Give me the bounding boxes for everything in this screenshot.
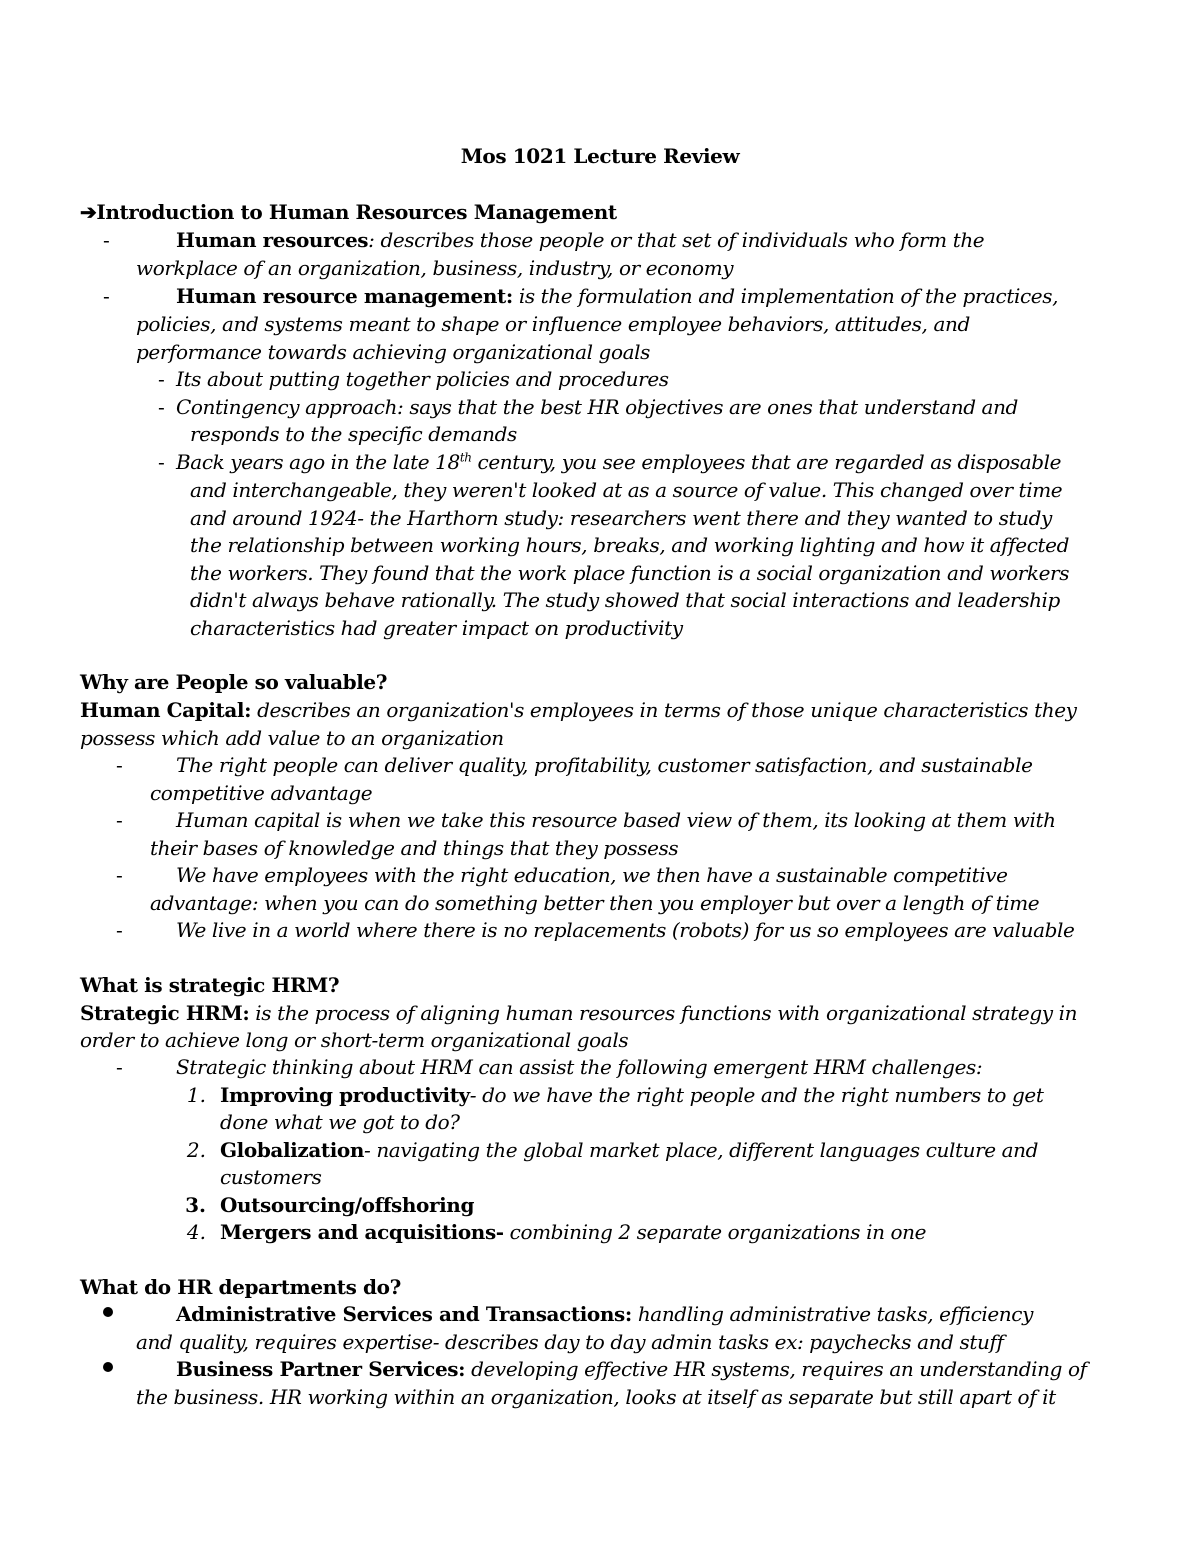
list-item-cont: advantage: when you can do something better then you employer but over a length of time — [150, 891, 1040, 915]
dash-marker: - — [116, 863, 123, 887]
sub-item: Back years ago in the late 18th century, you see employees that are regarded as disposable — [176, 450, 1062, 474]
dash-marker: - — [158, 395, 165, 419]
bullet-item-cont: the business. HR working within an organization, looks at itself as separate but still apart of it — [136, 1385, 1056, 1409]
list-item: Strategic thinking about HRM can assist the following emergent HRM challenges: — [176, 1055, 983, 1079]
list-item-cont: their bases of knowledge and things that they possess — [150, 836, 679, 860]
list-item: We live in a world where there is no replacements (robots) for us so employees are valuable — [176, 918, 1075, 942]
dash-marker: - — [116, 918, 123, 942]
list-number: 4. — [186, 1220, 206, 1244]
section-heading-departments: What do HR departments do? — [80, 1275, 401, 1299]
section-heading-strategic: What is strategic HRM? — [80, 973, 340, 997]
section-heading-value: Why are People so valuable? — [80, 670, 388, 694]
sub-item-cont: and around 1924- the Harthorn study: researchers went there and they wanted to study — [190, 506, 1052, 530]
sub-item: Its about putting together policies and procedures — [176, 367, 669, 391]
sub-item-cont: the workers. They found that the work place function is a social organization and workers — [190, 561, 1070, 585]
hr-definition-cont: workplace of an organization, business, industry, or economy — [136, 256, 734, 280]
numbered-item: Mergers and acquisitions- combining 2 separate organizations in one — [220, 1220, 927, 1244]
strategic-hrm-definition-cont: order to achieve long or short-term organizational goals — [80, 1028, 629, 1052]
list-item: We have employees with the right education, we then have a sustainable competitive — [176, 863, 1008, 887]
dash-marker: - — [103, 228, 110, 252]
dash-marker: - — [116, 808, 123, 832]
bullet-icon — [103, 1362, 113, 1372]
dash-marker: - — [158, 367, 165, 391]
numbered-item: Globalization- navigating the global market place, different languages culture and — [220, 1138, 1039, 1162]
numbered-item-cont: done what we got to do? — [220, 1110, 460, 1134]
list-number: 3. — [185, 1193, 206, 1217]
dash-marker: - — [116, 753, 123, 777]
list-item-cont: competitive advantage — [150, 781, 373, 805]
bullet-item: Business Partner Services: developing effective HR systems, requires an understanding of — [176, 1357, 1087, 1381]
numbered-item-cont: customers — [220, 1165, 322, 1189]
strategic-hrm-definition: Strategic HRM: is the process of aligning human resources functions with organizational strategy in — [80, 1001, 1078, 1025]
hrm-definition-line: Human resource management: is the formulation and implementation of the practices, — [176, 284, 1059, 308]
bullet-icon — [103, 1307, 113, 1317]
list-item: Human capital is when we take this resource based view of them, its looking at them with — [176, 808, 1056, 832]
dash-marker: - — [116, 1055, 123, 1079]
arrow-icon: ➔ — [80, 200, 97, 224]
numbered-item: Improving productivity- do we have the right people and the right numbers to get — [220, 1083, 1044, 1107]
numbered-item: Outsourcing/offshoring — [220, 1193, 475, 1217]
human-capital-definition-cont: possess which add value to an organization — [80, 726, 504, 750]
page-title: Mos 1021 Lecture Review — [460, 144, 740, 168]
hrm-definition-cont: policies, and systems meant to shape or influence employee behaviors, attitudes, and — [136, 312, 970, 336]
list-item: The right people can deliver quality, profitability, customer satisfaction, and sustainable — [176, 753, 1033, 777]
human-capital-definition: Human Capital: describes an organization's employees in terms of those unique characteristics they — [80, 698, 1077, 722]
sub-item-cont: characteristics had greater impact on productivity — [190, 616, 683, 640]
hrm-definition-cont: performance towards achieving organizational goals — [136, 340, 650, 364]
dash-marker: - — [103, 284, 110, 308]
dash-marker: - — [158, 450, 165, 474]
list-number: 2. — [186, 1138, 206, 1162]
sub-item-cont: the relationship between working hours, breaks, and working lighting and how it affected — [190, 533, 1070, 557]
bullet-item: Administrative Services and Transactions: handling administrative tasks, efficiency — [176, 1302, 1033, 1326]
sub-item: Contingency approach: says that the best HR objectives are ones that understand and — [176, 395, 1018, 419]
sub-item-cont: and interchangeable, they weren't looked at as a source of value. This changed over time — [190, 478, 1063, 502]
bullet-item-cont: and quality, requires expertise- describes day to day admin tasks ex: paychecks and stuff — [136, 1330, 1004, 1354]
sub-item-cont: didn't always behave rationally. The study showed that social interactions and leadership — [190, 588, 1060, 612]
hr-definition-line: Human resources: describes those people or that set of individuals who form the — [176, 228, 985, 252]
sub-item-cont: responds to the specific demands — [190, 422, 517, 446]
list-number: 1. — [186, 1083, 206, 1107]
section-heading-intro: ➔Introduction to Human Resources Management — [80, 200, 617, 224]
